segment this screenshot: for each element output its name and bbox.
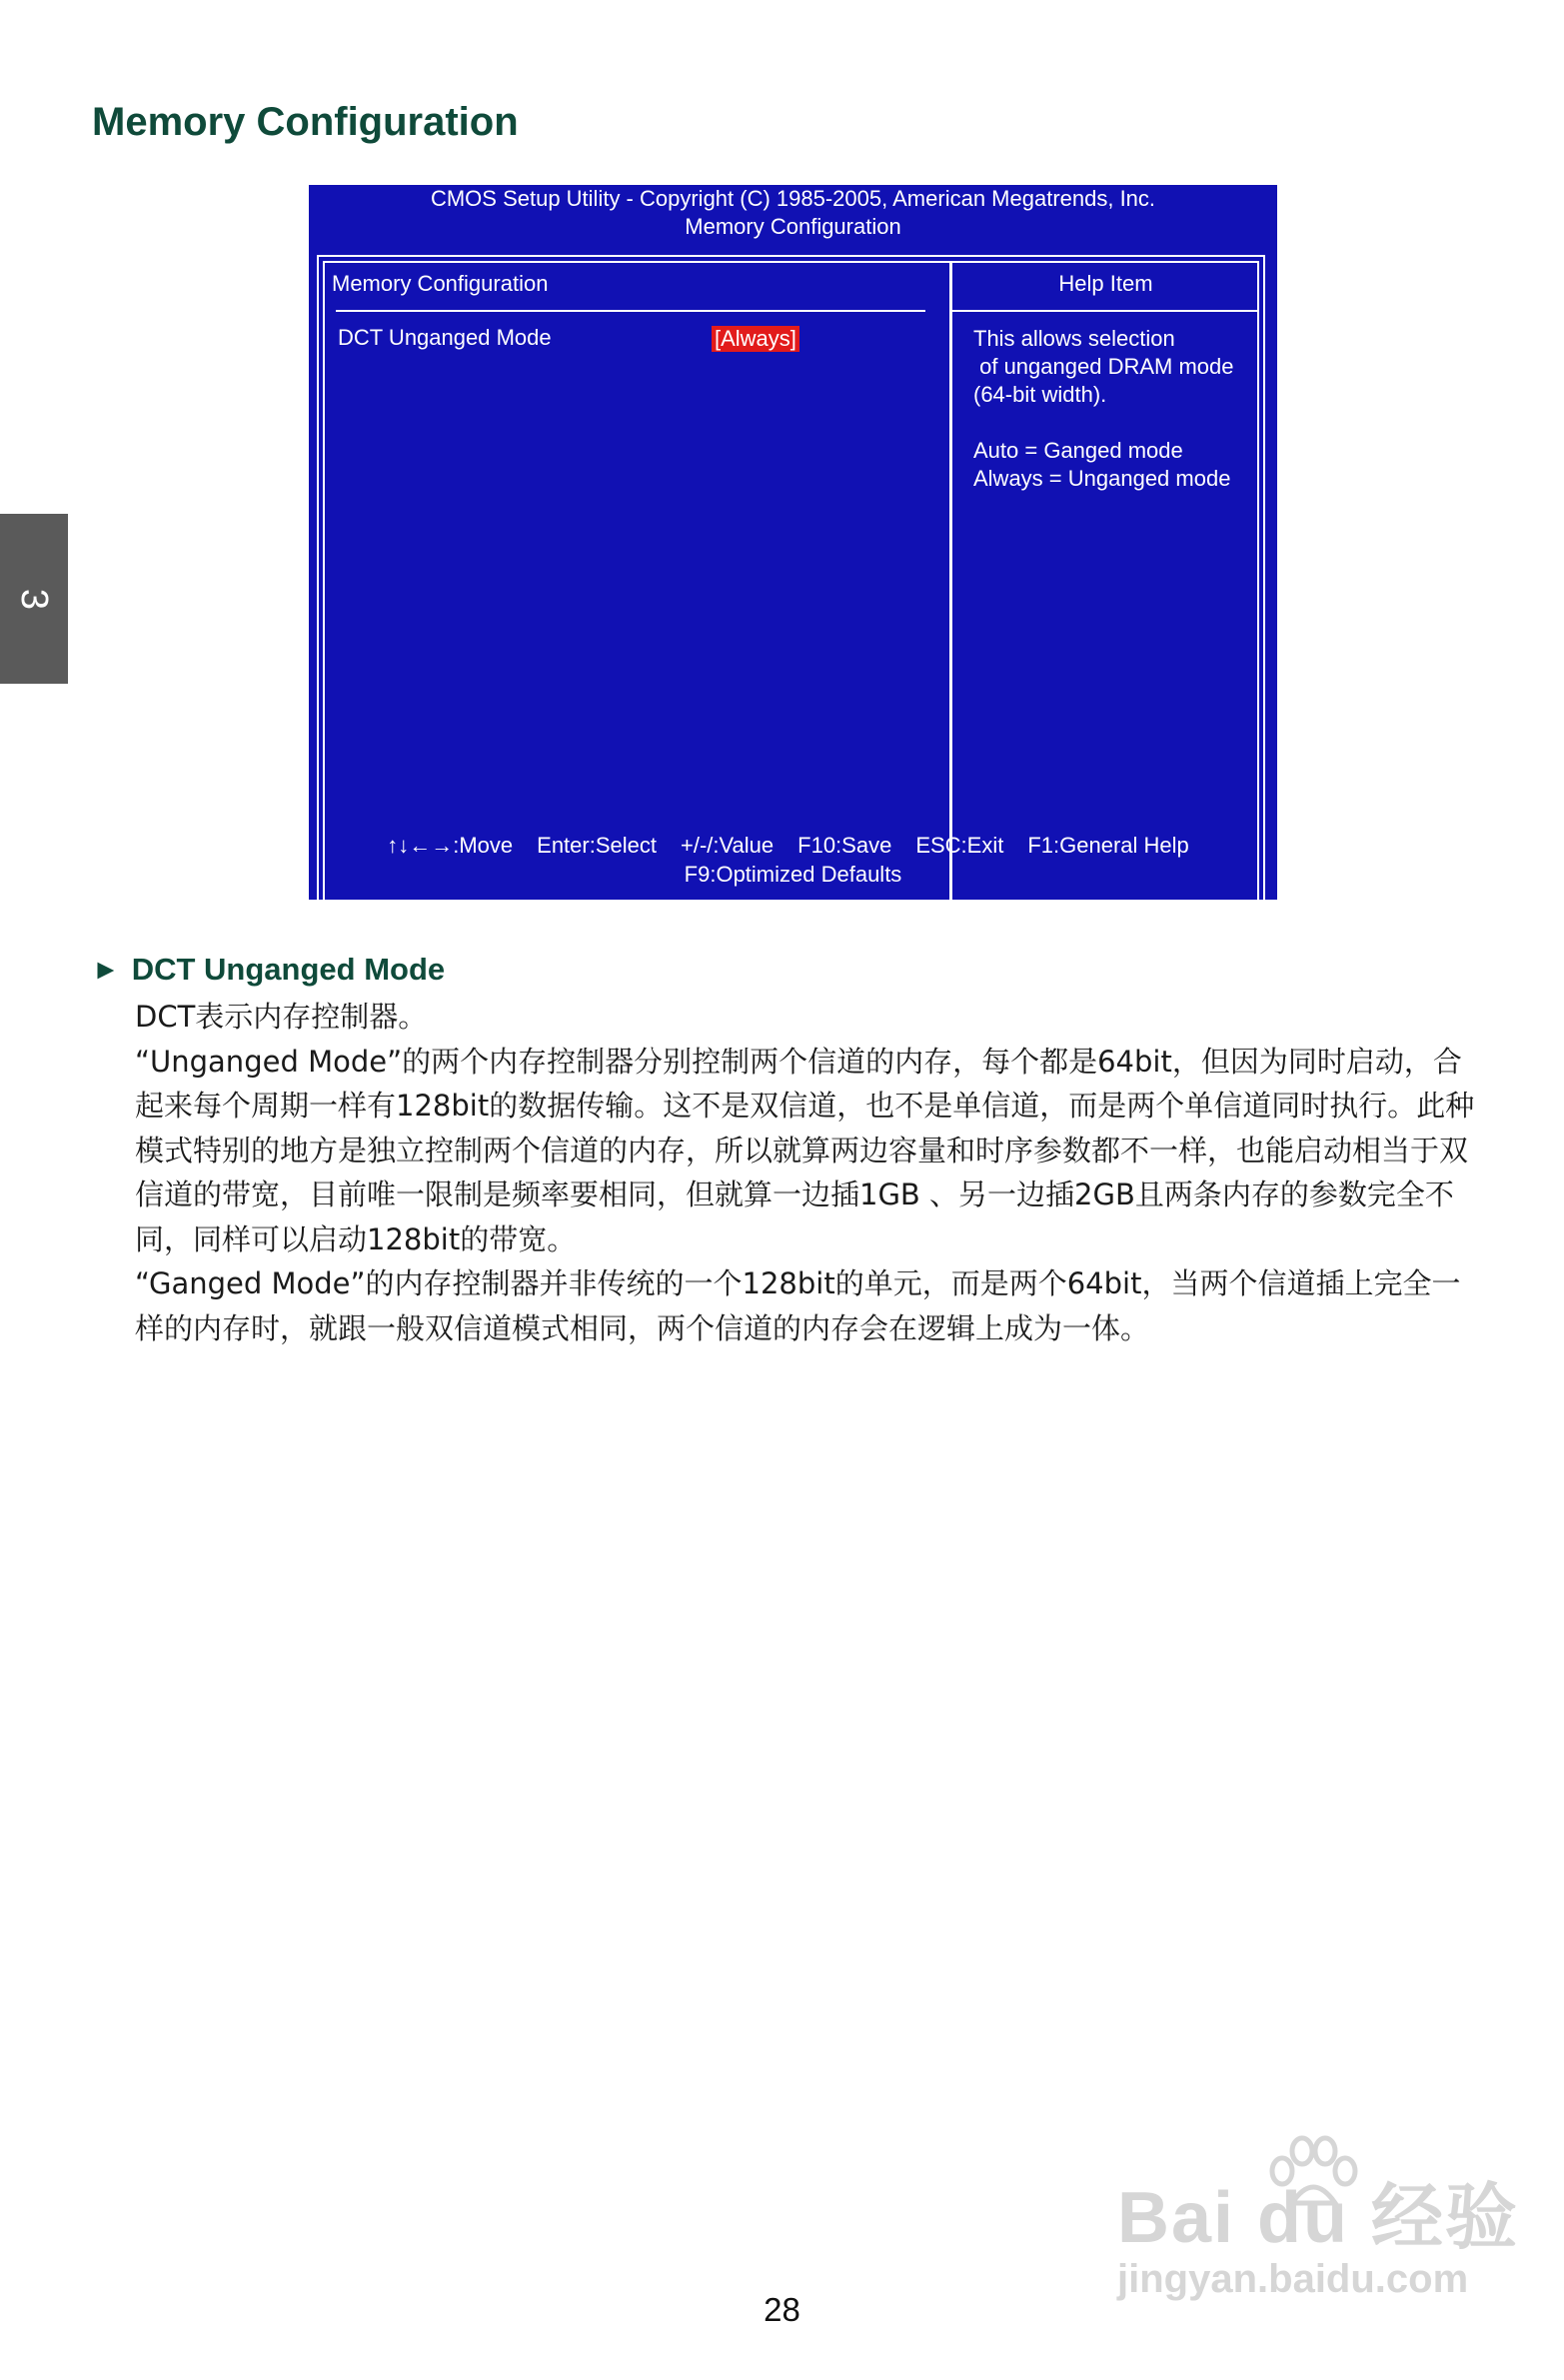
bios-key-legend [309,831,1277,890]
key-value: +/-/:Value [680,833,775,858]
paragraph: “Ganged Mode”的内存控制器并非传统的一个128bit的单元，而是两个64bit，当两个信道插上完全一样的内存时，就跟一般双信道模式相同，两个信道的内存会在逻辑上成为一体。 [135,1266,1461,1345]
help-line: This allows selection [973,326,1175,351]
help-line: Always = Unganged mode [973,466,1231,491]
dct-unganged-mode-label[interactable]: DCT Unganged Mode [338,325,552,350]
paw-icon [1257,2131,1367,2211]
bios-title: CMOS Setup Utility - Copyright (C) 1985-2005, American Megatrends, Inc. [430,186,1156,211]
help-line: of unganged DRAM mode [973,354,1234,379]
key-exit: ESC:Exit [915,833,1004,858]
chapter-tab [0,514,68,684]
page-title: Memory Configuration [92,100,519,144]
page-number: 28 [764,2291,800,2328]
key-help: F1:General Help [1027,833,1189,858]
bios-screen [309,185,1277,900]
watermark-url: jingyan.baidu.com [1117,2257,1469,2301]
section-body [135,995,1484,1350]
section-heading [92,952,445,988]
baidu-watermark [1117,2159,1519,2302]
key-move: ↑↓←→:Move [387,833,514,858]
paragraph: “Unganged Mode”的两个内存控制器分别控制两个信道的内存，每个都是64bit，但因为同时启动，合起来每个周期一样有128bit的数据传输。这不是双信道，也不是单信道，而是两个单信道同时执行。此种模式特别的地方是独立控制两个信道的内存，所以就算两边容量和时序参数都不一样，也能启动相当于双信道的带宽，目前唯一限制是频率要相同，但就算一边插1GB 、另一边插2GB且两条内存的参数完全不同，同样可以启动128bit的带宽。 [135,1044,1475,1256]
left-panel-title: Memory Configuration [332,271,549,296]
help-panel-title: Help Item [1058,271,1153,296]
bios-subtitle: Memory Configuration [685,214,901,239]
help-line: (64-bit width). [973,382,1107,407]
help-text [973,325,1263,493]
section-title: DCT Unganged Mode [131,952,446,987]
key-defaults: F9:Optimized Defaults [684,862,902,887]
help-panel-rule [952,310,1259,312]
key-select: Enter:Select [537,833,657,858]
key-save: F10:Save [797,833,892,858]
triangle-bullet-icon: ► [92,954,120,985]
chapter-number: 3 [13,588,56,610]
dct-unganged-mode-value[interactable]: [Always] [712,326,799,352]
paragraph: DCT表示内存控制器。 [135,1000,428,1034]
watermark-logo: Bai du 经验 [1117,2178,1520,2258]
help-line: Auto = Ganged mode [973,438,1183,463]
left-panel-rule [336,310,925,312]
panel-divider [949,261,952,902]
